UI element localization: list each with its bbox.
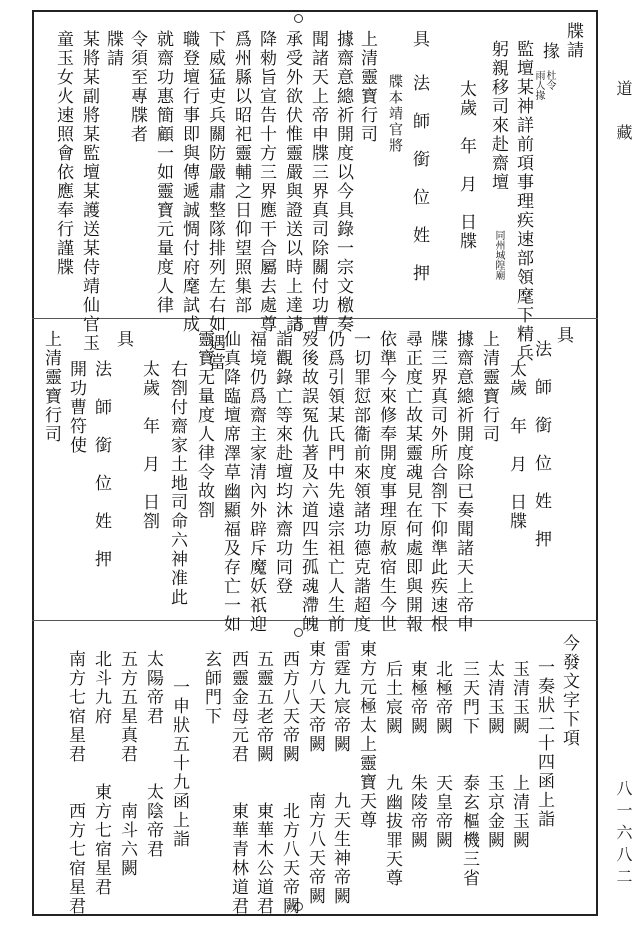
text-column: 后土宸闕 九幽拔罪天尊 (382, 660, 402, 888)
text-column: 一申狀五十九函上詣 (169, 678, 189, 849)
text-column: 法 師 銜 位 姓 押 (91, 360, 111, 569)
text-column: 同州城隍廟 (493, 230, 504, 280)
text-column: 仙真降臨壇席澤草幽顯福及存亡一如 (220, 330, 240, 634)
text-column: 詣觀錄亡等來赴壇均沐齋功同登 (272, 330, 292, 596)
text-column: 太歲 年 月 日劄 (139, 360, 159, 531)
text-column: 歿後故誤冤仇著及六道四生孤魂滯魄 (298, 330, 318, 634)
text-column: 具 (553, 326, 573, 345)
page-number: 八一六八二 (614, 780, 633, 890)
text-column: 尋正度亡故某靈魂見在何處即與開報 (402, 330, 422, 634)
text-column: 據齋意總祈開度除已奏聞諸天上帝申 (453, 330, 473, 634)
text-column: 法 師 銜 位 姓 押 (409, 74, 429, 283)
text-column: 具 (113, 330, 133, 349)
text-column: 靈寶无量度人律令故劄 (194, 330, 214, 520)
binding-hole-icon (294, 14, 303, 23)
text-column: 一奏狀二十四函上詣 (534, 658, 554, 829)
collection-title: 道 藏 (614, 80, 633, 146)
text-column: 牒三界真司外所合劄下仰準此疾速根 (427, 330, 447, 634)
text-column: 南方七宿星君 西方七宿星君 (65, 650, 85, 916)
text-column: 太歲 年 月 日牒 (506, 360, 526, 531)
text-column: 杜令 (544, 70, 555, 90)
text-column: 監壇某神詳前項事理疾速部領麾下精兵 (513, 40, 533, 363)
text-column: 牒請 (563, 22, 583, 60)
text-column: 西方八天帝闕 北方八天帝闕 (279, 650, 299, 916)
text-column: 依準今來修奉開度事理原赦宿生今世 (376, 330, 396, 634)
text-column: 東方元極太上靈寶天尊 (356, 640, 376, 830)
text-column: 上清靈寶行司 (357, 30, 377, 144)
text-column: 北極帝闕 天皇帝闕 (432, 660, 452, 850)
text-column: 職登壇行事即與傳遞誠惆付府麾試成 (179, 30, 199, 334)
text-column: 玄師門下 (201, 650, 221, 726)
text-column: 福境仍爲齋主家清內外辟斥魔妖祇迎 (246, 330, 266, 634)
text-column: 掾 (539, 42, 559, 61)
text-column: 今發文字下項 (559, 634, 579, 748)
text-column: 太歲 年 月 日牒 (456, 80, 476, 251)
text-column: 北斗九府 東方七宿星君 (91, 650, 111, 897)
text-column: 雷霆九宸帝闕 九天生神帝闕 (330, 640, 350, 906)
text-column: 上清靈寶行司 (479, 330, 499, 444)
text-column: 承受外欲伏惟靈嚴與證送以時上達請 (282, 30, 302, 334)
text-column: 躬親移司來赴齋壇 (488, 40, 508, 192)
text-column: 五方五星真君 南斗六闕 (117, 650, 137, 878)
text-column: 降勑旨宣告十方三界應干合屬去處尊 (256, 30, 276, 334)
text-column: 法 師 銜 位 姓 押 (531, 340, 551, 549)
text-column: 某將某副將某監壇某護送某侍靖仙官玉 (79, 30, 99, 353)
text-column: 就齋功惠簡顧一如靈寶元量度人律 (153, 30, 173, 315)
text-column: 仍爲引領某氏門中先遠宗祖亡人生前 (324, 330, 344, 634)
text-column: 五靈五老帝闕 東華木公道君 (253, 650, 273, 916)
text-column: 童玉女火速照會依應奉行謹牒 (53, 30, 73, 277)
text-column: 三天門下 泰玄樞機三省 (459, 660, 479, 888)
text-column: 具 (409, 30, 429, 49)
text-column: 一切罪愆部衞前來領諸功德克諧超度 (350, 330, 370, 634)
text-column: 令須至專牒者 (127, 30, 147, 144)
text-column: 太清玉闕 玉京金闕 (484, 660, 504, 850)
text-column: 西靈金母元君 東華青林道君 (228, 650, 248, 916)
text-column: 上清靈寶行司 (41, 330, 61, 444)
text-column: 據齋意總祈開度以今具錄一宗文檄奏 (333, 30, 353, 334)
text-column: 雨人掾 (533, 70, 544, 100)
text-column: 玉清玉闕 上清玉闕 (509, 660, 529, 850)
text-column: 牒請 (103, 30, 123, 68)
text-column: 東方八天帝闕 南方八天帝闕 (305, 640, 325, 906)
text-column: 下威猛吏兵關防嚴肅整隊排列左右如遇當 (205, 30, 225, 372)
text-column: 開功曹符使 (66, 360, 86, 455)
text-column: 太陽帝君 太陰帝君 (143, 650, 163, 859)
text-column: 爲州縣以昭祀靈輔之日仰望照集部 (231, 30, 251, 315)
text-column: 右劄付齋家土地司命六神准此 (167, 360, 187, 607)
text-column: 東極帝闕 朱陵帝闕 (407, 660, 427, 850)
text-column: 牒本靖官將 (387, 74, 403, 154)
text-column: 聞諸天上帝申牒三界真司除關付功曹 (308, 30, 328, 334)
